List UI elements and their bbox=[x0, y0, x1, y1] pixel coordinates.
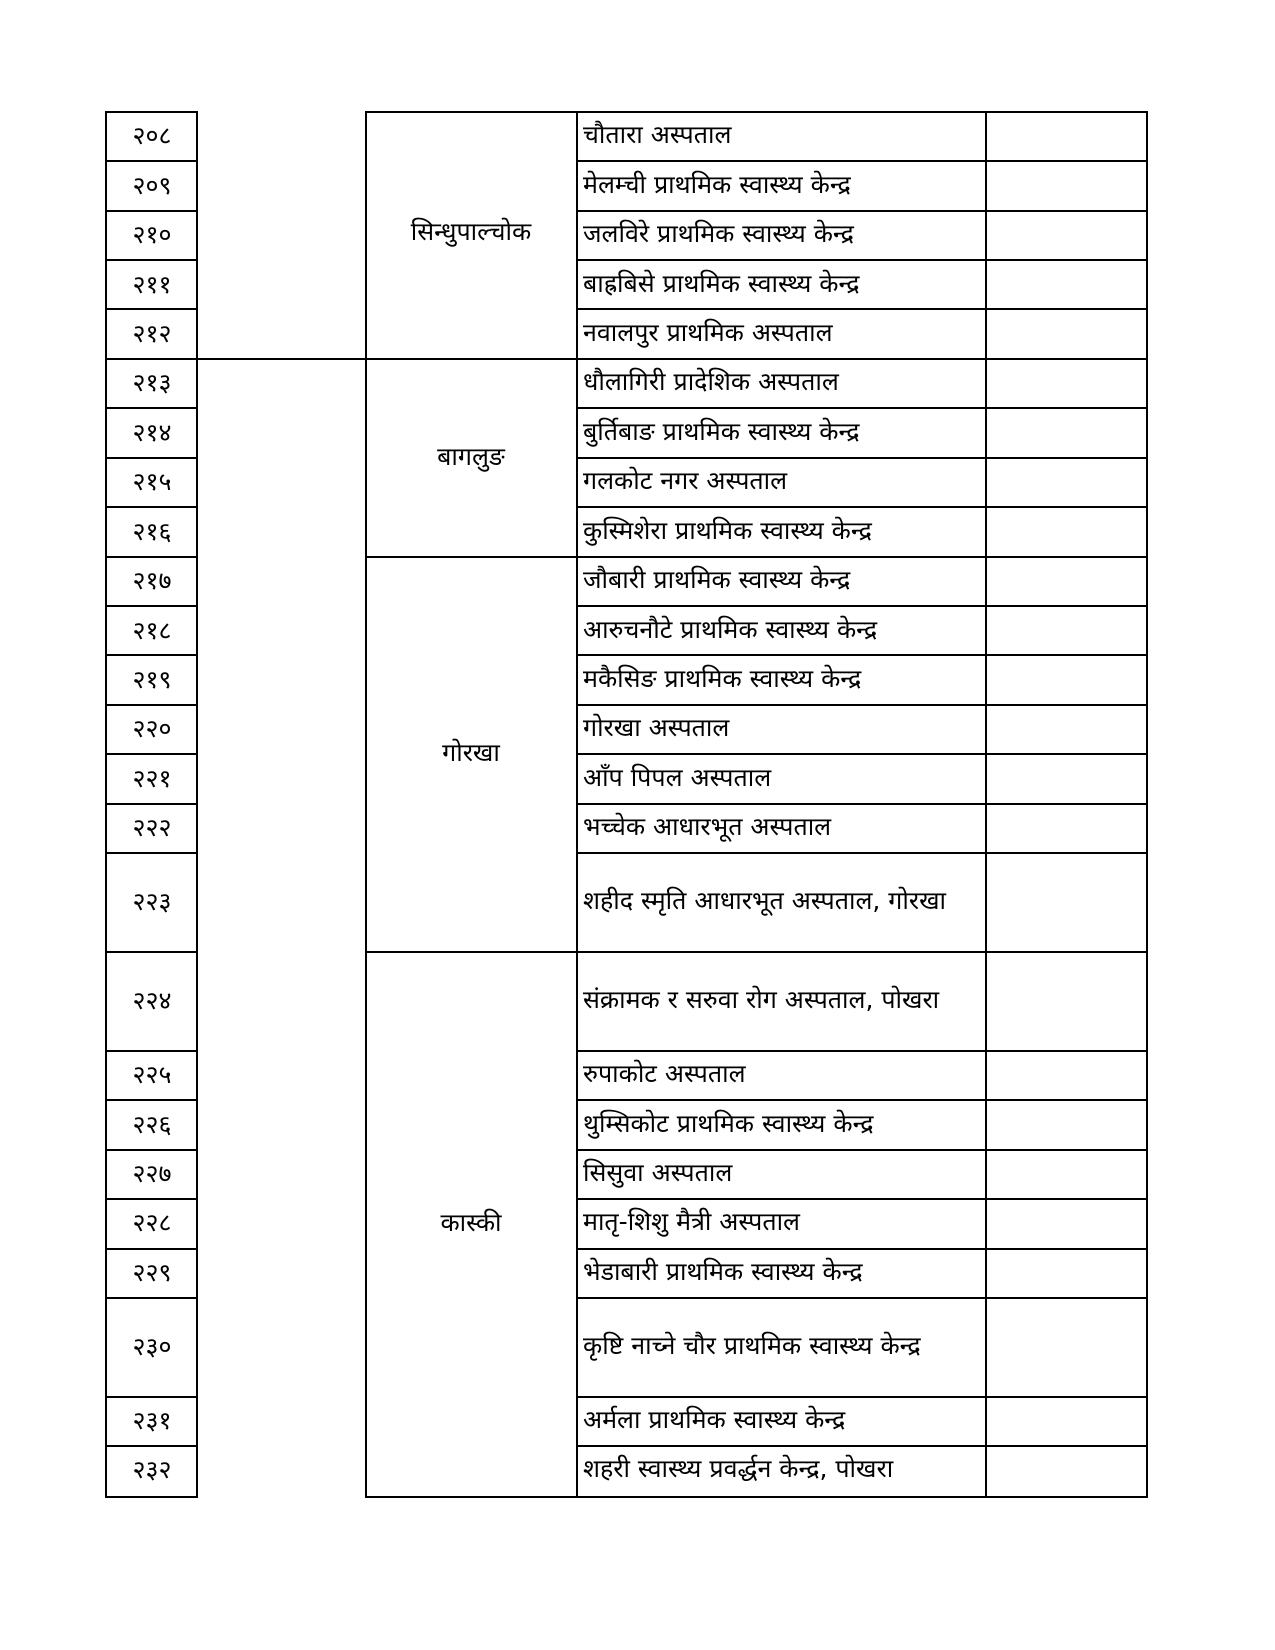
row-divider bbox=[576, 704, 1148, 706]
row-divider bbox=[576, 1396, 1148, 1398]
row-divider bbox=[105, 210, 198, 212]
facility-name: शहरी स्वास्थ्य प्रवर्द्धन केन्द्र, पोखरा bbox=[583, 1454, 894, 1483]
facility-name: चौतारा अस्पताल bbox=[583, 120, 732, 149]
row-divider bbox=[576, 407, 1148, 409]
district-name: सिन्धुपाल्चोक bbox=[410, 217, 532, 246]
row-divider bbox=[576, 1445, 1148, 1447]
row-divider bbox=[105, 1297, 198, 1299]
serial-number: २२१ bbox=[132, 764, 172, 793]
row-divider bbox=[576, 654, 1148, 656]
facility-name: धौलागिरी प्रादेशिक अस्पताल bbox=[583, 367, 839, 396]
serial-number: २११ bbox=[132, 270, 172, 299]
row-divider bbox=[576, 1198, 1148, 1200]
table-border bbox=[105, 111, 198, 113]
facility-name: सिसुवा अस्पताल bbox=[583, 1158, 733, 1187]
group-divider bbox=[196, 358, 1148, 360]
row-divider bbox=[105, 654, 198, 656]
row-divider bbox=[105, 803, 198, 805]
serial-number: २३० bbox=[132, 1332, 172, 1361]
row-divider bbox=[576, 1099, 1148, 1101]
row-divider bbox=[105, 506, 198, 508]
row-divider bbox=[105, 1248, 198, 1250]
facility-name: जौबारी प्राथमिक स्वास्थ्य केन्द्र bbox=[583, 565, 851, 594]
row-divider bbox=[576, 259, 1148, 261]
facility-name: अर्मला प्राथमिक स्वास्थ्य केन्द्र bbox=[583, 1405, 846, 1434]
serial-number: २१७ bbox=[132, 566, 172, 595]
table-border bbox=[365, 111, 367, 1498]
row-divider bbox=[576, 160, 1148, 162]
facility-name: गलकोट नगर अस्पताल bbox=[583, 466, 788, 495]
serial-number: २२५ bbox=[132, 1060, 172, 1089]
serial-number: २१६ bbox=[132, 517, 172, 546]
serial-number: २१२ bbox=[132, 319, 172, 348]
row-divider bbox=[105, 1396, 198, 1398]
row-divider bbox=[576, 506, 1148, 508]
row-divider bbox=[105, 259, 198, 261]
facility-name: रुपाकोट अस्पताल bbox=[583, 1059, 746, 1088]
row-divider bbox=[105, 753, 198, 755]
district-name: गोरखा bbox=[442, 738, 500, 767]
facility-name: संक्रामक र सरुवा रोग अस्पताल, पोखरा bbox=[583, 985, 940, 1014]
serial-number: २१९ bbox=[132, 665, 172, 694]
row-divider bbox=[105, 605, 198, 607]
row-divider bbox=[105, 308, 198, 310]
serial-number: २२० bbox=[132, 714, 172, 743]
serial-number: २३१ bbox=[132, 1406, 172, 1435]
row-divider bbox=[105, 556, 198, 558]
row-divider bbox=[105, 160, 198, 162]
facility-name: थुम्सिकोट प्राथमिक स्वास्थ्य केन्द्र bbox=[583, 1109, 874, 1138]
facility-name: शहीद स्मृति आधारभूत अस्पताल, गोरखा bbox=[583, 886, 947, 915]
district-name: कास्की bbox=[440, 1208, 502, 1237]
serial-number: २२७ bbox=[132, 1159, 172, 1188]
serial-number: २०८ bbox=[132, 121, 172, 150]
facility-name: कृष्टि नाच्ने चौर प्राथमिक स्वास्थ्य केन्द्र bbox=[583, 1331, 921, 1360]
facility-name: बाह्रबिसे प्राथमिक स्वास्थ्य केन्द्र bbox=[583, 269, 860, 298]
serial-number: २०९ bbox=[132, 171, 172, 200]
facility-name: नवालपुर प्राथमिक अस्पताल bbox=[583, 318, 833, 347]
row-divider bbox=[576, 852, 1148, 854]
row-divider bbox=[576, 210, 1148, 212]
row-divider bbox=[105, 852, 198, 854]
row-divider bbox=[576, 1050, 1148, 1052]
row-divider bbox=[576, 1297, 1148, 1299]
serial-number: २१४ bbox=[132, 418, 172, 447]
row-divider bbox=[105, 1445, 198, 1447]
row-divider bbox=[105, 951, 198, 953]
facility-name: भच्चेक आधारभूत अस्पताल bbox=[583, 812, 832, 841]
row-divider bbox=[105, 1050, 198, 1052]
serial-number: २२२ bbox=[132, 813, 172, 842]
facility-name: आरुचनौटे प्राथमिक स्वास्थ्य केन्द्र bbox=[583, 615, 878, 644]
row-divider bbox=[105, 1149, 198, 1151]
facility-name: आँप पिपल अस्पताल bbox=[583, 763, 772, 792]
row-divider bbox=[105, 407, 198, 409]
facility-name: मातृ-शिशु मैत्री अस्पताल bbox=[583, 1207, 800, 1236]
row-divider bbox=[105, 358, 198, 360]
facility-name: मेलम्ची प्राथमिक स्वास्थ्य केन्द्र bbox=[583, 170, 851, 199]
row-divider bbox=[105, 704, 198, 706]
row-divider bbox=[105, 1198, 198, 1200]
row-divider bbox=[105, 1099, 198, 1101]
serial-number: २२३ bbox=[132, 887, 172, 916]
facility-name: कुस्मिशेरा प्राथमिक स्वास्थ्य केन्द्र bbox=[583, 516, 872, 545]
row-divider bbox=[576, 1149, 1148, 1151]
serial-number: २२८ bbox=[132, 1208, 172, 1237]
table-border bbox=[365, 1496, 1148, 1498]
row-divider bbox=[576, 1248, 1148, 1250]
facility-name: मकैसिङ प्राथमिक स्वास्थ्य केन्द्र bbox=[583, 664, 862, 693]
facility-name: गोरखा अस्पताल bbox=[583, 713, 730, 742]
group-divider bbox=[365, 951, 1148, 953]
serial-number: २२६ bbox=[132, 1110, 172, 1139]
row-divider bbox=[576, 308, 1148, 310]
facility-name: बुर्तिबाङ प्राथमिक स्वास्थ्य केन्द्र bbox=[583, 417, 860, 446]
row-divider bbox=[576, 457, 1148, 459]
district-name: बागलुङ bbox=[437, 442, 505, 471]
facility-name: भेडाबारी प्राथमिक स्वास्थ्य केन्द्र bbox=[583, 1257, 863, 1286]
serial-number: २१५ bbox=[132, 467, 172, 496]
serial-number: २१३ bbox=[132, 368, 172, 397]
table-border bbox=[365, 111, 1148, 113]
row-divider bbox=[576, 753, 1148, 755]
serial-number: २२४ bbox=[132, 986, 172, 1015]
serial-number: २१० bbox=[132, 220, 172, 249]
serial-number: २१८ bbox=[132, 616, 172, 645]
row-divider bbox=[576, 803, 1148, 805]
row-divider bbox=[105, 457, 198, 459]
serial-number: २२९ bbox=[132, 1258, 172, 1287]
serial-number: २३२ bbox=[132, 1455, 172, 1484]
table-border bbox=[105, 1496, 198, 1498]
facility-name: जलविरे प्राथमिक स्वास्थ्य केन्द्र bbox=[583, 219, 854, 248]
group-divider bbox=[365, 556, 1148, 558]
row-divider bbox=[576, 605, 1148, 607]
